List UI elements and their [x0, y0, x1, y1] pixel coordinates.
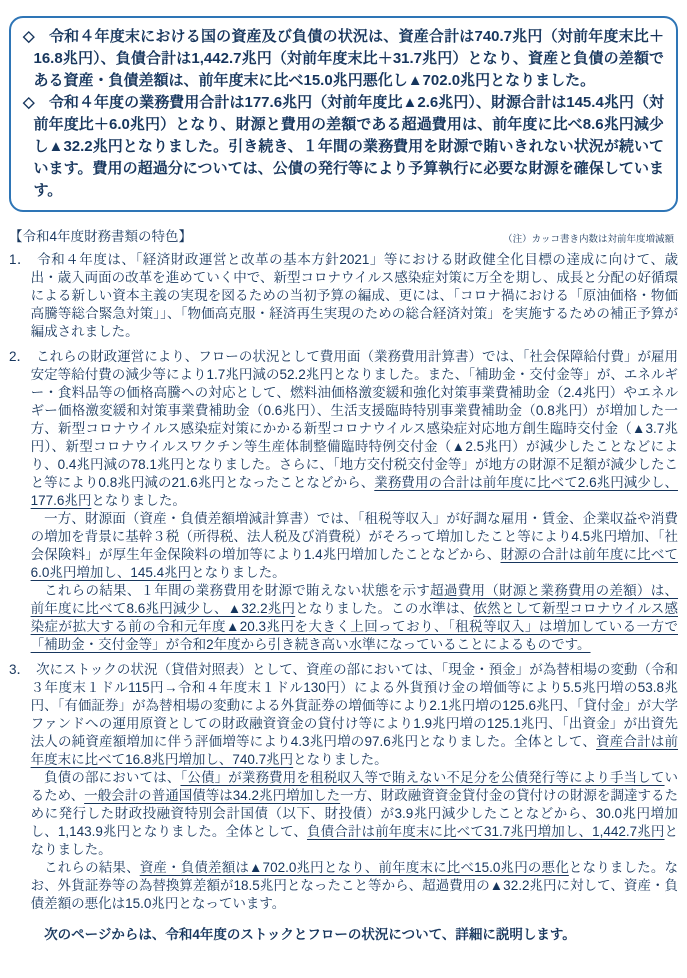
- text-run: これらの結果、１年間の業務費用を財源で賄えない状態を示す: [44, 583, 431, 598]
- text-run: これらの結果、: [44, 860, 140, 875]
- text-run: 次のページからは、令和4年度のストックとフローの状況について、詳細に説明します。: [44, 927, 576, 942]
- item-paragraph: [9, 769, 678, 859]
- diamond-icon: ◇: [23, 94, 35, 111]
- closing-paragraph: [9, 926, 678, 944]
- text-run: となりました。: [91, 493, 186, 508]
- underlined-text: 依然として新型コロナウイルス感染症が拡大する前の令和元年度▲20.3兆円を大きく上回っており、「租税等収入」は増加している一方で「補助金・交付金等」が令和2年度から引き続き高い水準になっていることによるものです。: [30, 601, 678, 652]
- text-run: 負債の部においては、: [44, 770, 181, 785]
- text-run: いるため、: [30, 770, 679, 803]
- section-note: （注）カッコ書き内数は対前年度増減額: [503, 234, 674, 245]
- underlined-text: 「公債」が業務費用を租税収入等で賄えない不足分を公債発行等により手当して: [180, 770, 665, 785]
- numbered-item: [9, 661, 678, 913]
- text-run: となりました。: [191, 565, 286, 580]
- section-header: [9, 225, 678, 245]
- item-list: [9, 251, 678, 913]
- item-number: 1．: [9, 252, 32, 267]
- item-number: 2．: [9, 349, 31, 364]
- summary-bullet: [23, 26, 664, 92]
- item-paragraph: [9, 661, 678, 769]
- summary-box: [9, 16, 678, 212]
- underlined-text: 資産合計は前年度末に比べて16.8兆円増加し、740.7兆円: [30, 734, 678, 767]
- item-paragraph: [9, 348, 678, 510]
- text-run: 一方、財源面（資産・負債差額増減計算書）では、「租税等収入」が好調な雇用・賃金、企業収益や消費の増加を背景に基幹３税（所得税、法人税及び消費税）がそろって増加したこと等により4.5兆円増加、「社会保険料」が厚生年金保険料の増加等により1.4兆円増加したことなどから、: [30, 511, 678, 562]
- item-paragraph: [9, 251, 678, 341]
- section-heading: 【令和4年度財務書類の特色】: [9, 229, 193, 244]
- text-run: 令和４年度は、「経済財政運営と改革の基本方針2021」等における財政健全化目標の達成に向けて、歳出・歳入両面の改革を進めていく中で、新型コロナウイルス感染症対策に万全を期し、成長と分配の好循環による新しい資本主義の実現を図るための当初予算の編成、更には、「コロナ禍における「原油価格・物価高騰等総合緊急対策」」、「物価高克服・経済再生実現のための総合経済対策」を実施するための補正予算が編成されました。: [30, 252, 678, 339]
- item-paragraph: [9, 859, 678, 913]
- item-number: 3．: [9, 662, 31, 677]
- summary-bullet: [23, 92, 664, 202]
- underlined-text: 一般会計の普通国債等は34.2兆円増加した: [84, 788, 341, 803]
- text-run: となりました。なお、外貨証券等の為替換算差額が18.5兆円となったこと等から、超過費用の▲32.2兆円に対して、資産・負債差額の悪化は15.0兆円となっています。: [30, 860, 679, 911]
- text-run: 令和４年度の業務費用合計は177.6兆円（対前年度比▲2.6兆円）、財源合計は145.4兆円（対前年度比＋6.0兆円）となり、財源と費用の差額である超過費用は、前年度に比べ8.6兆円減少し▲32.2兆円となりました。引き続き、１年間の業務費用を財源で賄いきれない状況が続いています。費用の超過分については、公債の発行等により予算執行に必要な財源を確保しています。: [33, 94, 664, 199]
- text-run: これらの財政運営により、フローの状況として費用面（業務費用計算書）では、「社会保障給付費」が雇用安定等給付費の減少等により1.7兆円減の52.2兆円となりました。また、「補助金・交付金等」が、エネルギー・食料品等の価格高騰への対応として、燃料油価格激変緩和強化対策事業費補助金（2.4兆円）やエネルギー価格激変緩和対策事業費補助金（0.6兆円）、生活支援臨時特別事業費補助金（0.8兆円）が増加した一方、新型コロナウイルス感染症対策にかかる新型コロナウイルス感染症対応地方創生臨時交付金（▲3.7兆円）、新型コロナウイルスワクチン等生産体制整備臨時特例交付金（▲2.5兆円）が減少したことなどにより、0.4兆円減の78.1兆円となりました。さらに、「地方交付税交付金等」が地方の財源不足額が減少したこと等により0.8兆円減の21.6兆円となったことなどから、: [30, 349, 679, 490]
- item-paragraph: [9, 582, 678, 654]
- numbered-item: [9, 348, 678, 654]
- text-run: となりました。: [293, 752, 388, 767]
- text-run: となりました。この水準は、: [295, 601, 474, 616]
- text-run: 次にストックの状況（貸借対照表）として、資産の部においては、「現金・預金」が為替相場の変動（令和３年度末１ドル115円→令和４年度末１ドル130円）による外貨預け金の増価等により5.5兆円増の53.8兆円、「有価証券」が為替相場の変動による外貨証券の増価等により2.1兆円増の125.6兆円、「貸付金」が大学ファンドへの運用原資としての財政融資資金の貸付け等により1.9兆円増の125.1兆円、「出資金」が出資先法人の純資産額増加に伴う評価増等により4.3兆円増の97.6兆円となりました。全体として、: [30, 662, 679, 749]
- text-run: 一方、財政融資資金貸付金の貸付けの財源を調達するために発行した財政投融資特別会計国債（以下、財投債）が3.9兆円減少したことなどから、30.0兆円増加し、1,143.9兆円となりました。全体として、: [30, 788, 678, 839]
- underlined-text: 資産・負債差額は▲702.0兆円となり、前年度末に比べ15.0兆円の悪化: [139, 860, 569, 875]
- text-run: 令和４年度末における国の資産及び負債の状況は、資産合計は740.7兆円（対前年度末比＋16.8兆円）、負債合計は1,442.7兆円（対前年度末比＋31.7兆円）となり、資産と負債の差額である資産・負債差額は、前年度末に比べ15.0兆円悪化し▲702.0兆円となりました。: [33, 28, 664, 89]
- diamond-icon: ◇: [23, 28, 35, 45]
- underlined-text: 超過費用（財源と業務費用の差額）は、前年度に比べて8.6兆円減少し、▲32.2兆円: [30, 583, 679, 616]
- underlined-text: 負債合計は前年度末に比べて31.7兆円増加し、1,442.7兆円: [306, 824, 665, 839]
- underlined-text: 業務費用の合計は前年度に比べて2.6兆円減少し、177.6兆円: [30, 475, 678, 508]
- text-run: となりました。: [30, 824, 678, 857]
- numbered-item: [9, 251, 678, 341]
- item-paragraph: [9, 510, 678, 582]
- underlined-text: 財源の合計は前年度に比べて6.0兆円増加し、145.4兆円: [30, 547, 678, 580]
